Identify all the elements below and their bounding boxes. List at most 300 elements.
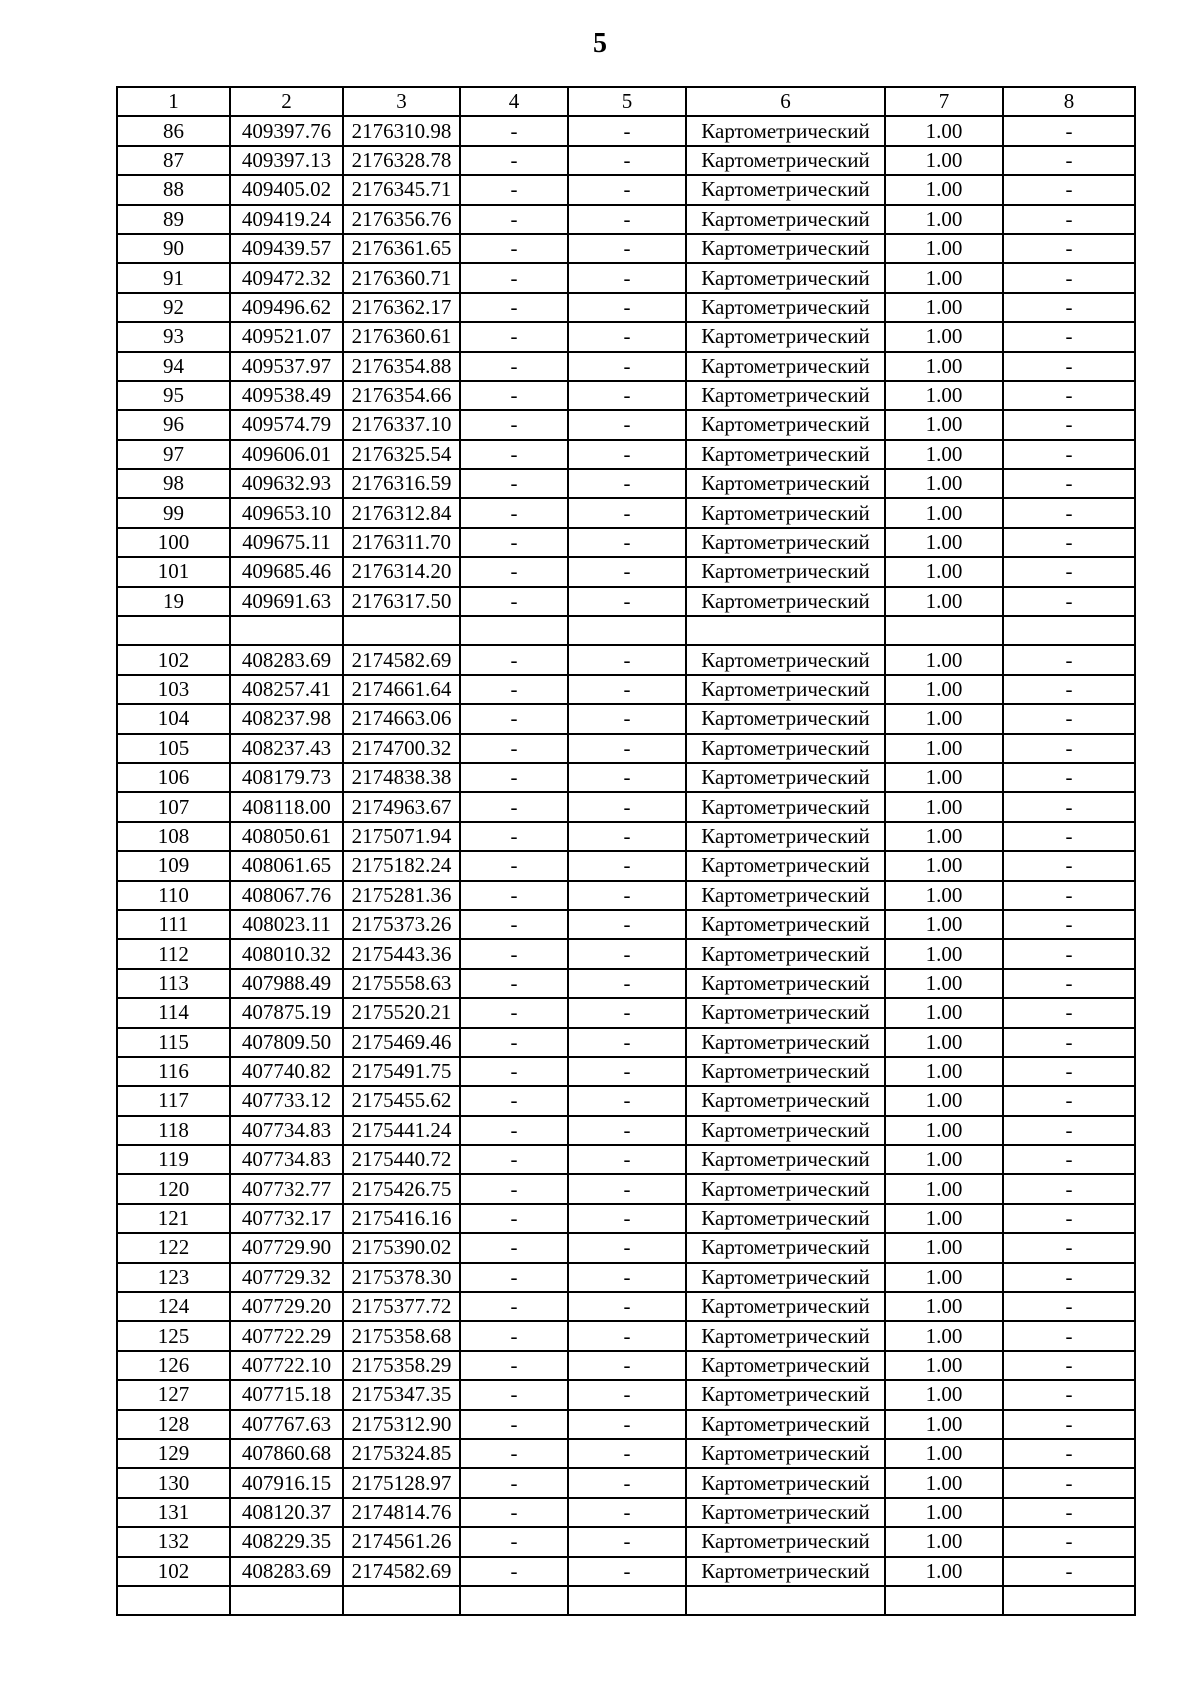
cell-method: Картометрический xyxy=(686,1321,885,1350)
cell-point-number: 96 xyxy=(117,410,230,439)
cell-col-5: - xyxy=(568,1028,686,1057)
cell-accuracy: 1.00 xyxy=(885,469,1003,498)
cell-y-coordinate: 2175491.75 xyxy=(343,1057,460,1086)
cell-col-8: - xyxy=(1003,1292,1135,1321)
cell-method: Картометрический xyxy=(686,557,885,586)
cell-x-coordinate: 409685.46 xyxy=(230,557,343,586)
cell-col-8: - xyxy=(1003,1116,1135,1145)
cell-method: Картометрический xyxy=(686,1410,885,1439)
cell-col-5: - xyxy=(568,1233,686,1262)
cell-y-coordinate: 2176311.70 xyxy=(343,528,460,557)
cell-method: Картометрический xyxy=(686,440,885,469)
cell-point-number xyxy=(117,1586,230,1615)
cell-col-5: - xyxy=(568,675,686,704)
cell-point-number: 120 xyxy=(117,1174,230,1203)
table-row xyxy=(117,234,1135,263)
cell-method: Картометрический xyxy=(686,410,885,439)
cell-x-coordinate: 408237.98 xyxy=(230,704,343,733)
cell-col-5: - xyxy=(568,410,686,439)
cell-point-number: 105 xyxy=(117,734,230,763)
cell-method: Картометрический xyxy=(686,881,885,910)
cell-col-4: - xyxy=(460,1321,568,1350)
cell-y-coordinate: 2176310.98 xyxy=(343,116,460,145)
cell-accuracy xyxy=(885,1586,1003,1615)
cell-col-4: - xyxy=(460,293,568,322)
table-row xyxy=(117,1174,1135,1203)
table-row xyxy=(117,734,1135,763)
cell-y-coordinate: 2174838.38 xyxy=(343,763,460,792)
cell-x-coordinate: 408118.00 xyxy=(230,792,343,821)
cell-point-number: 115 xyxy=(117,1028,230,1057)
cell-col-8: - xyxy=(1003,998,1135,1027)
cell-col-4: - xyxy=(460,1557,568,1586)
cell-col-4: - xyxy=(460,557,568,586)
cell-x-coordinate: 408010.32 xyxy=(230,939,343,968)
cell-col-4: - xyxy=(460,1086,568,1115)
cell-point-number: 126 xyxy=(117,1351,230,1380)
cell-y-coordinate: 2175281.36 xyxy=(343,881,460,910)
cell-y-coordinate: 2176314.20 xyxy=(343,557,460,586)
cell-accuracy: 1.00 xyxy=(885,234,1003,263)
cell-point-number: 123 xyxy=(117,1263,230,1292)
table-row xyxy=(117,1204,1135,1233)
table-row xyxy=(117,1410,1135,1439)
cell-y-coordinate: 2175558.63 xyxy=(343,969,460,998)
cell-col-4: - xyxy=(460,881,568,910)
cell-x-coordinate: 409574.79 xyxy=(230,410,343,439)
table-row xyxy=(117,1233,1135,1262)
cell-point-number: 113 xyxy=(117,969,230,998)
cell-y-coordinate: 2176312.84 xyxy=(343,498,460,527)
cell-x-coordinate: 407732.17 xyxy=(230,1204,343,1233)
table-row xyxy=(117,175,1135,204)
cell-x-coordinate: 408179.73 xyxy=(230,763,343,792)
cell-accuracy: 1.00 xyxy=(885,969,1003,998)
cell-x-coordinate: 407740.82 xyxy=(230,1057,343,1086)
cell-accuracy xyxy=(885,616,1003,645)
cell-method: Картометрический xyxy=(686,969,885,998)
table-row xyxy=(117,528,1135,557)
cell-y-coordinate: 2176317.50 xyxy=(343,587,460,616)
table-row xyxy=(117,1086,1135,1115)
cell-point-number xyxy=(117,616,230,645)
cell-accuracy: 1.00 xyxy=(885,939,1003,968)
cell-method: Картометрический xyxy=(686,763,885,792)
cell-point-number: 107 xyxy=(117,792,230,821)
cell-method: Картометрический xyxy=(686,1116,885,1145)
cell-col-4: - xyxy=(460,1145,568,1174)
cell-y-coordinate: 2176362.17 xyxy=(343,293,460,322)
cell-point-number: 98 xyxy=(117,469,230,498)
cell-x-coordinate: 409397.76 xyxy=(230,116,343,145)
column-header: 3 xyxy=(343,87,460,116)
cell-col-5: - xyxy=(568,440,686,469)
table-row xyxy=(117,998,1135,1027)
cell-col-5: - xyxy=(568,1145,686,1174)
cell-col-5: - xyxy=(568,205,686,234)
cell-col-4: - xyxy=(460,1204,568,1233)
column-header: 6 xyxy=(686,87,885,116)
cell-method: Картометрический xyxy=(686,1028,885,1057)
table-row xyxy=(117,1292,1135,1321)
cell-point-number: 124 xyxy=(117,1292,230,1321)
table-row xyxy=(117,763,1135,792)
cell-col-4: - xyxy=(460,763,568,792)
cell-col-8: - xyxy=(1003,1468,1135,1497)
cell-col-4: - xyxy=(460,1410,568,1439)
cell-x-coordinate: 409419.24 xyxy=(230,205,343,234)
cell-col-8: - xyxy=(1003,1527,1135,1556)
cell-point-number: 111 xyxy=(117,910,230,939)
column-header: 8 xyxy=(1003,87,1135,116)
table-row xyxy=(117,969,1135,998)
cell-point-number: 128 xyxy=(117,1410,230,1439)
cell-y-coordinate: 2176325.54 xyxy=(343,440,460,469)
cell-accuracy: 1.00 xyxy=(885,557,1003,586)
cell-accuracy: 1.00 xyxy=(885,851,1003,880)
cell-col-5: - xyxy=(568,146,686,175)
cell-x-coordinate: 409537.97 xyxy=(230,352,343,381)
cell-col-8: - xyxy=(1003,969,1135,998)
table-row xyxy=(117,1351,1135,1380)
cell-point-number: 125 xyxy=(117,1321,230,1350)
table-row xyxy=(117,939,1135,968)
cell-col-4: - xyxy=(460,1351,568,1380)
cell-x-coordinate: 408061.65 xyxy=(230,851,343,880)
table-row xyxy=(117,1527,1135,1556)
cell-method: Картометрический xyxy=(686,1351,885,1380)
cell-col-4: - xyxy=(460,469,568,498)
cell-col-5: - xyxy=(568,116,686,145)
cell-col-5: - xyxy=(568,234,686,263)
cell-x-coordinate: 407729.32 xyxy=(230,1263,343,1292)
cell-col-4: - xyxy=(460,910,568,939)
table-row xyxy=(117,557,1135,586)
cell-y-coordinate: 2176354.66 xyxy=(343,381,460,410)
cell-col-5 xyxy=(568,1586,686,1615)
table-row xyxy=(117,1028,1135,1057)
cell-accuracy: 1.00 xyxy=(885,1263,1003,1292)
cell-col-8: - xyxy=(1003,1351,1135,1380)
cell-point-number: 87 xyxy=(117,146,230,175)
cell-col-8: - xyxy=(1003,322,1135,351)
cell-col-4: - xyxy=(460,410,568,439)
cell-accuracy: 1.00 xyxy=(885,1086,1003,1115)
cell-col-4: - xyxy=(460,263,568,292)
cell-x-coordinate: 407916.15 xyxy=(230,1468,343,1497)
cell-method: Картометрический xyxy=(686,322,885,351)
cell-point-number: 91 xyxy=(117,263,230,292)
cell-col-8: - xyxy=(1003,587,1135,616)
cell-y-coordinate: 2174582.69 xyxy=(343,645,460,674)
cell-point-number: 19 xyxy=(117,587,230,616)
cell-col-4: - xyxy=(460,1439,568,1468)
cell-col-5: - xyxy=(568,293,686,322)
cell-x-coordinate: 407733.12 xyxy=(230,1086,343,1115)
cell-col-4: - xyxy=(460,352,568,381)
cell-accuracy: 1.00 xyxy=(885,998,1003,1027)
cell-y-coordinate: 2176354.88 xyxy=(343,352,460,381)
table-row xyxy=(117,116,1135,145)
cell-x-coordinate: 407722.10 xyxy=(230,1351,343,1380)
cell-col-4: - xyxy=(460,116,568,145)
cell-y-coordinate: 2176360.71 xyxy=(343,263,460,292)
cell-accuracy: 1.00 xyxy=(885,352,1003,381)
cell-method: Картометрический xyxy=(686,1233,885,1262)
cell-point-number: 88 xyxy=(117,175,230,204)
cell-y-coordinate: 2175378.30 xyxy=(343,1263,460,1292)
cell-method: Картометрический xyxy=(686,1527,885,1556)
cell-y-coordinate: 2174561.26 xyxy=(343,1527,460,1556)
cell-col-8: - xyxy=(1003,116,1135,145)
cell-y-coordinate: 2175182.24 xyxy=(343,851,460,880)
cell-point-number: 121 xyxy=(117,1204,230,1233)
cell-method: Картометрический xyxy=(686,998,885,1027)
cell-point-number: 97 xyxy=(117,440,230,469)
cell-point-number: 112 xyxy=(117,939,230,968)
cell-x-coordinate: 407732.77 xyxy=(230,1174,343,1203)
cell-col-4: - xyxy=(460,1028,568,1057)
cell-x-coordinate: 407722.29 xyxy=(230,1321,343,1350)
cell-accuracy: 1.00 xyxy=(885,1468,1003,1497)
cell-col-5 xyxy=(568,616,686,645)
table-row xyxy=(117,469,1135,498)
cell-y-coordinate: 2174582.69 xyxy=(343,1557,460,1586)
cell-col-8: - xyxy=(1003,792,1135,821)
cell-col-8: - xyxy=(1003,528,1135,557)
cell-accuracy: 1.00 xyxy=(885,1233,1003,1262)
cell-method: Картометрический xyxy=(686,939,885,968)
cell-col-8: - xyxy=(1003,851,1135,880)
cell-col-4: - xyxy=(460,381,568,410)
cell-y-coordinate: 2176345.71 xyxy=(343,175,460,204)
cell-col-5: - xyxy=(568,557,686,586)
cell-col-8: - xyxy=(1003,146,1135,175)
cell-accuracy: 1.00 xyxy=(885,205,1003,234)
cell-x-coordinate: 409606.01 xyxy=(230,440,343,469)
cell-col-5: - xyxy=(568,1057,686,1086)
cell-col-8: - xyxy=(1003,1557,1135,1586)
cell-method: Картометрический xyxy=(686,851,885,880)
cell-x-coordinate: 408120.37 xyxy=(230,1498,343,1527)
cell-col-4: - xyxy=(460,528,568,557)
cell-col-8: - xyxy=(1003,234,1135,263)
cell-col-4: - xyxy=(460,645,568,674)
cell-method: Картометрический xyxy=(686,1057,885,1086)
cell-col-4: - xyxy=(460,1057,568,1086)
cell-y-coordinate: 2176328.78 xyxy=(343,146,460,175)
cell-y-coordinate: 2175358.68 xyxy=(343,1321,460,1350)
cell-col-8: - xyxy=(1003,1204,1135,1233)
cell-col-4: - xyxy=(460,322,568,351)
cell-col-4: - xyxy=(460,498,568,527)
cell-col-5: - xyxy=(568,734,686,763)
cell-x-coordinate: 409405.02 xyxy=(230,175,343,204)
table-row xyxy=(117,146,1135,175)
column-header: 1 xyxy=(117,87,230,116)
cell-col-5: - xyxy=(568,763,686,792)
cell-method: Картометрический xyxy=(686,293,885,322)
cell-col-8: - xyxy=(1003,352,1135,381)
cell-col-4: - xyxy=(460,146,568,175)
cell-method: Картометрический xyxy=(686,116,885,145)
cell-col-5: - xyxy=(568,1321,686,1350)
cell-accuracy: 1.00 xyxy=(885,587,1003,616)
cell-x-coordinate: 409538.49 xyxy=(230,381,343,410)
cell-col-8: - xyxy=(1003,675,1135,704)
cell-method: Картометрический xyxy=(686,263,885,292)
cell-point-number: 109 xyxy=(117,851,230,880)
cell-x-coordinate: 409397.13 xyxy=(230,146,343,175)
cell-col-5: - xyxy=(568,969,686,998)
cell-col-8: - xyxy=(1003,1086,1135,1115)
cell-accuracy: 1.00 xyxy=(885,1351,1003,1380)
cell-point-number: 100 xyxy=(117,528,230,557)
cell-col-5: - xyxy=(568,1204,686,1233)
cell-method: Картометрический xyxy=(686,587,885,616)
cell-col-5: - xyxy=(568,528,686,557)
cell-col-4: - xyxy=(460,587,568,616)
cell-x-coordinate: 409472.32 xyxy=(230,263,343,292)
cell-point-number: 90 xyxy=(117,234,230,263)
cell-point-number: 89 xyxy=(117,205,230,234)
cell-point-number: 127 xyxy=(117,1380,230,1409)
cell-method: Картометрический xyxy=(686,1145,885,1174)
cell-x-coordinate: 409653.10 xyxy=(230,498,343,527)
cell-method: Картометрический xyxy=(686,734,885,763)
cell-col-4: - xyxy=(460,440,568,469)
cell-accuracy: 1.00 xyxy=(885,498,1003,527)
cell-y-coordinate: 2175440.72 xyxy=(343,1145,460,1174)
cell-col-8: - xyxy=(1003,557,1135,586)
cell-col-4: - xyxy=(460,851,568,880)
cell-accuracy: 1.00 xyxy=(885,322,1003,351)
cell-y-coordinate: 2176337.10 xyxy=(343,410,460,439)
cell-col-4: - xyxy=(460,1380,568,1409)
cell-accuracy: 1.00 xyxy=(885,1527,1003,1556)
cell-col-4: - xyxy=(460,175,568,204)
cell-method: Картометрический xyxy=(686,822,885,851)
cell-method: Картометрический xyxy=(686,1204,885,1233)
cell-col-5: - xyxy=(568,910,686,939)
cell-accuracy: 1.00 xyxy=(885,910,1003,939)
table-row xyxy=(117,1439,1135,1468)
table-row xyxy=(117,1145,1135,1174)
coordinates-table xyxy=(116,86,1136,1616)
cell-accuracy: 1.00 xyxy=(885,175,1003,204)
cell-accuracy: 1.00 xyxy=(885,675,1003,704)
cell-x-coordinate: 407767.63 xyxy=(230,1410,343,1439)
cell-x-coordinate: 407860.68 xyxy=(230,1439,343,1468)
cell-y-coordinate: 2175071.94 xyxy=(343,822,460,851)
cell-accuracy: 1.00 xyxy=(885,1410,1003,1439)
cell-col-8: - xyxy=(1003,1028,1135,1057)
cell-col-5: - xyxy=(568,1557,686,1586)
cell-point-number: 92 xyxy=(117,293,230,322)
cell-x-coordinate: 408023.11 xyxy=(230,910,343,939)
table-row xyxy=(117,293,1135,322)
cell-method: Картометрический xyxy=(686,1263,885,1292)
cell-col-4: - xyxy=(460,1527,568,1556)
cell-accuracy: 1.00 xyxy=(885,645,1003,674)
table-row xyxy=(117,1057,1135,1086)
cell-col-4: - xyxy=(460,1468,568,1497)
cell-x-coordinate: 409439.57 xyxy=(230,234,343,263)
table-row xyxy=(117,822,1135,851)
cell-accuracy: 1.00 xyxy=(885,381,1003,410)
table-row xyxy=(117,1380,1135,1409)
cell-accuracy: 1.00 xyxy=(885,440,1003,469)
cell-col-8: - xyxy=(1003,1439,1135,1468)
table-row xyxy=(117,381,1135,410)
cell-y-coordinate: 2174700.32 xyxy=(343,734,460,763)
cell-col-8: - xyxy=(1003,1145,1135,1174)
cell-accuracy: 1.00 xyxy=(885,410,1003,439)
cell-accuracy: 1.00 xyxy=(885,1380,1003,1409)
cell-point-number: 116 xyxy=(117,1057,230,1086)
cell-y-coordinate: 2175373.26 xyxy=(343,910,460,939)
cell-x-coordinate: 408067.76 xyxy=(230,881,343,910)
cell-col-5: - xyxy=(568,1116,686,1145)
cell-col-8: - xyxy=(1003,1057,1135,1086)
table-row xyxy=(117,616,1135,645)
cell-col-4: - xyxy=(460,822,568,851)
table-row xyxy=(117,1498,1135,1527)
cell-y-coordinate: 2175520.21 xyxy=(343,998,460,1027)
cell-y-coordinate: 2175324.85 xyxy=(343,1439,460,1468)
cell-method: Картометрический xyxy=(686,205,885,234)
cell-col-4: - xyxy=(460,1233,568,1262)
cell-accuracy: 1.00 xyxy=(885,822,1003,851)
cell-point-number: 122 xyxy=(117,1233,230,1262)
cell-col-8: - xyxy=(1003,410,1135,439)
cell-col-8: - xyxy=(1003,1498,1135,1527)
cell-method: Картометрический xyxy=(686,1174,885,1203)
cell-col-5: - xyxy=(568,645,686,674)
cell-col-5: - xyxy=(568,1498,686,1527)
cell-y-coordinate: 2175441.24 xyxy=(343,1116,460,1145)
cell-point-number: 117 xyxy=(117,1086,230,1115)
cell-accuracy: 1.00 xyxy=(885,1116,1003,1145)
cell-col-5: - xyxy=(568,1439,686,1468)
table-row xyxy=(117,1263,1135,1292)
cell-point-number: 86 xyxy=(117,116,230,145)
cell-col-8: - xyxy=(1003,763,1135,792)
cell-y-coordinate: 2174661.64 xyxy=(343,675,460,704)
cell-accuracy: 1.00 xyxy=(885,1557,1003,1586)
cell-method: Картометрический xyxy=(686,528,885,557)
cell-y-coordinate xyxy=(343,616,460,645)
cell-point-number: 99 xyxy=(117,498,230,527)
cell-col-5: - xyxy=(568,1527,686,1556)
cell-x-coordinate: 407715.18 xyxy=(230,1380,343,1409)
table-row xyxy=(117,881,1135,910)
table-row xyxy=(117,352,1135,381)
cell-x-coordinate: 407729.90 xyxy=(230,1233,343,1262)
table-row xyxy=(117,440,1135,469)
table-row xyxy=(117,704,1135,733)
cell-col-5: - xyxy=(568,175,686,204)
cell-col-8: - xyxy=(1003,1321,1135,1350)
cell-y-coordinate: 2175312.90 xyxy=(343,1410,460,1439)
cell-y-coordinate xyxy=(343,1586,460,1615)
cell-col-8: - xyxy=(1003,1410,1135,1439)
cell-col-8: - xyxy=(1003,1233,1135,1262)
table-row xyxy=(117,1116,1135,1145)
cell-col-4: - xyxy=(460,969,568,998)
cell-y-coordinate: 2176361.65 xyxy=(343,234,460,263)
cell-x-coordinate: 407875.19 xyxy=(230,998,343,1027)
